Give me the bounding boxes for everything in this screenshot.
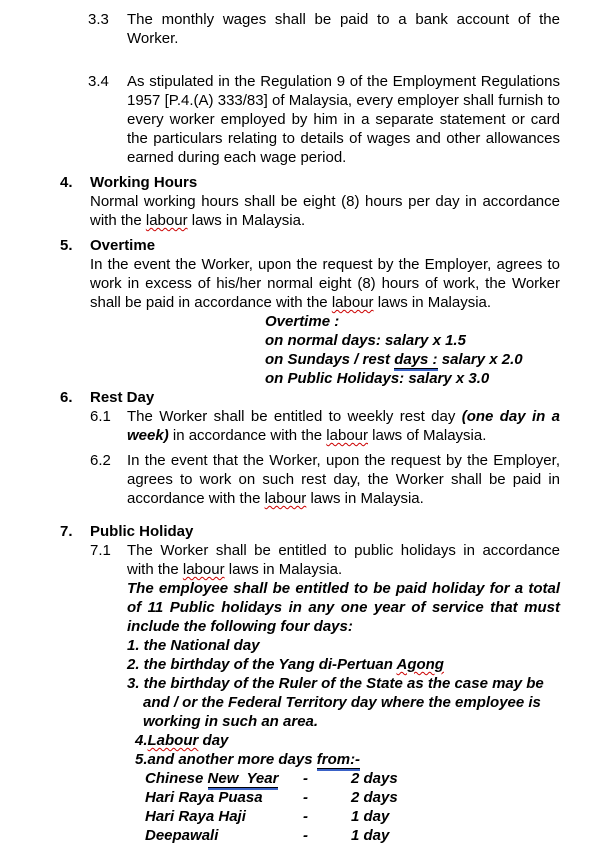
- overtime-rate-normal: on normal days: salary x 1.5: [265, 332, 466, 349]
- holiday-note-item-4: 4.Labour day: [135, 732, 229, 749]
- section-working-hours: [60, 173, 560, 230]
- holiday-note-item-5: 5.and another more days from:-: [135, 751, 361, 768]
- spellcheck-word: Labour: [147, 732, 199, 749]
- clause-number: 6.1: [90, 408, 111, 425]
- body-text: In the event the Worker, upon the request by the Employer, agrees to work in excess of his/her normal eight (8) hours of work, the Worker shall be paid in accordance with the: [90, 256, 560, 311]
- dash-separator: -: [303, 789, 308, 806]
- holiday-row-hari-raya-haji: [145, 807, 560, 826]
- spellcheck-word: Agong: [396, 656, 444, 673]
- section-number: 4.: [60, 174, 73, 191]
- clause-text: The Worker shall be entitled to weekly rest day (one day in a week) in accordance with the labour laws of Malaysia.: [127, 408, 560, 444]
- section-number: 6.: [60, 389, 73, 406]
- overtime-rate-rest-day: on Sundays / rest days : salary x 2.0: [265, 351, 523, 368]
- holiday-row-chinese-new-year: [145, 769, 560, 788]
- holiday-note-item-3: 3. the birthday of the Ruler of the State as the case may be and / or the Federal Territory day where the employee is working in such an area.: [127, 675, 544, 730]
- holiday-days: 1 day: [351, 827, 390, 844]
- dash-separator: -: [303, 808, 308, 825]
- body-text: laws in Malaysia.: [373, 294, 492, 311]
- section-body: [90, 192, 560, 230]
- spellcheck-word: labour: [331, 294, 374, 311]
- holiday-days: 2 days: [351, 770, 398, 787]
- underlined-text: New Year: [207, 770, 279, 787]
- clause-6-2: [90, 451, 560, 508]
- spellcheck-word: labour: [182, 561, 225, 578]
- section-overtime: [60, 236, 560, 388]
- spellcheck-word: labour: [326, 427, 368, 444]
- holiday-name: Hari Raya Puasa: [145, 789, 263, 806]
- body-text: Normal working hours shall be eight (8) hours per day in accordance with the: [90, 193, 560, 229]
- underlined-text: from:-: [316, 751, 361, 768]
- clause-3-3: [88, 10, 560, 48]
- overtime-rate-public-holiday: on Public Holidays: salary x 3.0: [265, 370, 490, 387]
- clause-number: 3.4: [88, 73, 109, 90]
- spellcheck-word: labour: [264, 490, 307, 507]
- clause-3-4: [88, 72, 560, 167]
- clause-7-1: [90, 541, 560, 845]
- section-public-holiday: [60, 522, 560, 845]
- dash-separator: -: [303, 770, 308, 787]
- clause-6-1: [90, 407, 560, 445]
- emphasis-text: (one day in a week): [127, 408, 560, 444]
- holiday-row-hari-raya-puasa: [145, 788, 560, 807]
- section-rest-day: [60, 388, 560, 508]
- underlined-text: days :: [394, 351, 438, 368]
- holiday-note-item-1: 1. the National day: [127, 637, 260, 654]
- holiday-name: Deepawali: [145, 827, 219, 844]
- body-text: laws in Malaysia.: [187, 212, 306, 229]
- clause-text: As stipulated in the Regulation 9 of the Employment Regulations 1957 [P.4.(A) 333/83] of Malaysia, every employer shall furnish to every worker employed by him in a separate statement or card the particulars relating to details of wages and other allowances earned during each wage period.: [127, 73, 560, 166]
- clause-text: The monthly wages shall be paid to a bank account of the Worker.: [127, 11, 560, 47]
- holiday-note-item-2: 2. the birthday of the Yang di-Pertuan Agong: [127, 656, 444, 673]
- overtime-rates-block: [265, 312, 560, 388]
- section-title: Rest Day: [90, 389, 155, 406]
- holiday-days: 2 days: [351, 789, 398, 806]
- section-number: 5.: [60, 237, 73, 254]
- clause-text: The Worker shall be entitled to public holidays in accordance with the labour laws in Malaysia.: [127, 542, 560, 578]
- holiday-row-deepawali: [145, 826, 560, 845]
- overtime-heading: Overtime :: [265, 313, 340, 330]
- spellcheck-word: labour: [145, 212, 188, 229]
- section-number: 7.: [60, 523, 73, 540]
- clause-text: In the event that the Worker, upon the request by the Employer, agrees to work on such rest day, the Worker shall be paid in accordance with the labour laws in Malaysia.: [127, 452, 560, 507]
- holiday-name: Chinese New Year: [145, 770, 279, 787]
- section-title: Working Hours: [90, 174, 198, 191]
- clause-number: 3.3: [88, 11, 109, 28]
- clause-number: 6.2: [90, 452, 111, 469]
- holiday-note-intro: The employee shall be entitled to be paid holiday for a total of 11 Public holidays in any one year of service that must include the following four days:: [127, 580, 560, 635]
- holiday-days: 1 day: [351, 808, 390, 825]
- clause-number: 7.1: [90, 542, 111, 559]
- holiday-note-block: [127, 579, 560, 845]
- section-title: Overtime: [90, 237, 156, 254]
- dash-separator: -: [303, 827, 308, 844]
- holiday-name: Hari Raya Haji: [145, 808, 246, 825]
- section-body: [90, 255, 560, 312]
- section-title: Public Holiday: [90, 523, 194, 540]
